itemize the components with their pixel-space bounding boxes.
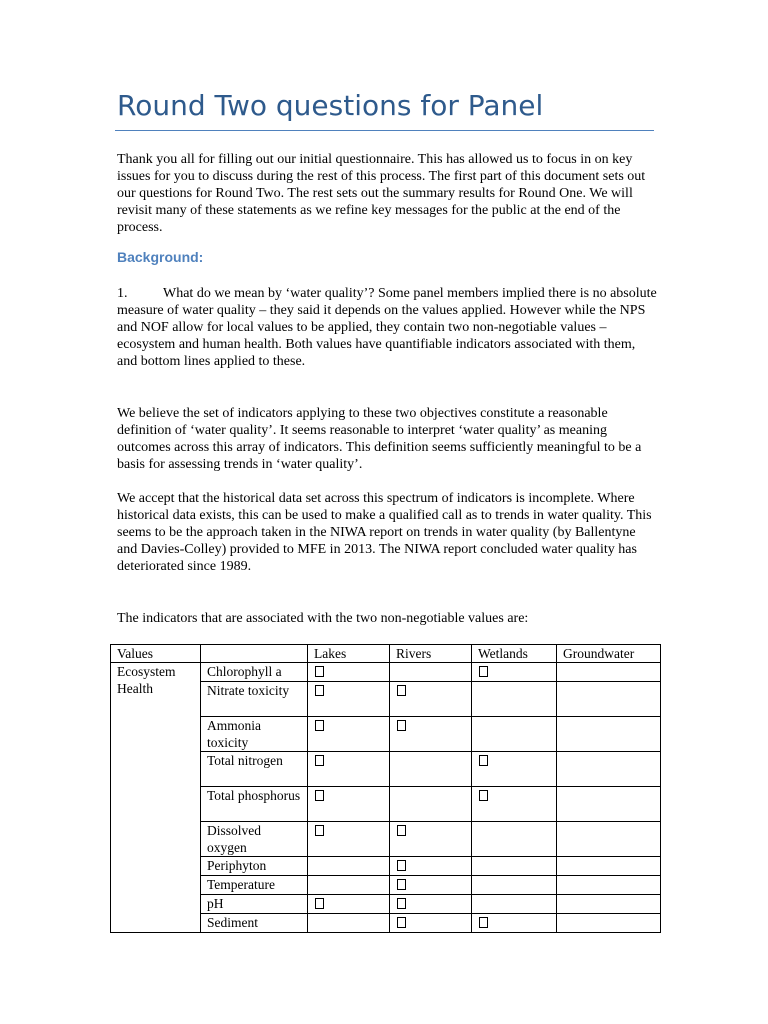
table-cell-wetlands — [472, 682, 557, 717]
table-cell-lakes — [308, 752, 390, 787]
checkbox-icon — [315, 898, 324, 909]
table-cell-rivers — [390, 663, 472, 682]
table-cell-groundwater — [557, 895, 661, 914]
table-row — [111, 663, 661, 682]
checkbox-icon — [315, 790, 324, 801]
table-cell-wetlands — [472, 895, 557, 914]
page-title: Round Two questions for Panel — [117, 89, 544, 122]
table-cell-wetlands — [472, 717, 557, 752]
table-cell-groundwater — [557, 787, 661, 822]
checkbox-icon — [397, 879, 406, 890]
indicator-cell: Total phosphorus — [201, 787, 308, 822]
indicator-cell: Nitrate toxicity — [201, 682, 308, 717]
table-cell-rivers — [390, 822, 472, 857]
indicator-cell: Chlorophyll a — [201, 663, 308, 682]
table-cell-lakes — [308, 682, 390, 717]
checkbox-icon — [397, 860, 406, 871]
table-header-cell: Wetlands — [472, 645, 557, 663]
checkbox-icon — [479, 755, 488, 766]
table-cell-groundwater — [557, 914, 661, 933]
table-cell-wetlands — [472, 663, 557, 682]
indicators-table — [110, 644, 661, 933]
checkbox-icon — [315, 720, 324, 731]
table-header-cell: Groundwater — [557, 645, 661, 663]
title-underline — [115, 130, 654, 131]
checkbox-icon — [315, 666, 324, 677]
table-cell-wetlands — [472, 914, 557, 933]
table-cell-groundwater — [557, 752, 661, 787]
table-cell-rivers — [390, 857, 472, 876]
intro-paragraph: Thank you all for filling out our initial questionnaire. This has allowed us to focus in on key issues for you to discuss during the rest of this process. The first part of this document sets out our questions for Round Two. The rest sets out the summary results for Round One. We will revisit many of these statements as we refine key messages for the public at the end of the process. — [117, 152, 646, 236]
table-header-cell: Values — [111, 645, 201, 663]
table-cell-wetlands — [472, 822, 557, 857]
indicator-cell: Sediment — [201, 914, 308, 933]
historical-data-paragraph: We accept that the historical data set across this spectrum of indicators is incomplete. Where historical data exists, this can be used to make a qualified call as to trends in water quality. This seems to be the approach taken in the NIWA report on trends in water quality (by Ballentyne and Davies-Colley) provided to MFE in 2013. The NIWA report concluded water quality has deteriorated since 1989. — [117, 491, 652, 575]
item-1-number: 1. — [117, 286, 128, 301]
table-cell-lakes — [308, 787, 390, 822]
indicator-cell: Ammonia toxicity — [201, 717, 308, 752]
checkbox-icon — [315, 755, 324, 766]
table-cell-lakes — [308, 717, 390, 752]
table-cell-groundwater — [557, 682, 661, 717]
table-cell-wetlands — [472, 752, 557, 787]
background-heading: Background: — [117, 249, 204, 265]
table-cell-groundwater — [557, 857, 661, 876]
table-cell-groundwater — [557, 876, 661, 895]
table-cell-lakes — [308, 876, 390, 895]
indicator-cell: Dissolved oxygen — [201, 822, 308, 857]
table-cell-groundwater — [557, 717, 661, 752]
table-cell-wetlands — [472, 787, 557, 822]
indicator-cell: pH — [201, 895, 308, 914]
table-cell-lakes — [308, 857, 390, 876]
indicator-cell: Total nitrogen — [201, 752, 308, 787]
table-cell-lakes — [308, 914, 390, 933]
table-header-cell: Rivers — [390, 645, 472, 663]
checkbox-icon — [397, 917, 406, 928]
indicators-intro-paragraph: The indicators that are associated with the two non-negotiable values are: — [117, 611, 529, 626]
table-header-cell — [201, 645, 308, 663]
checkbox-icon — [397, 898, 406, 909]
item-1-text: What do we mean by ‘water quality’? Some panel members implied there is no absolute measure of water quality – they said it depends on the values applied. However while the NPS and NOF allow for local values to be applied, they contain two non-negotiable values – ecosystem and human health. Both values have quantifiable indicators associated with them, and bottom lines applied to these. — [117, 286, 657, 370]
indicator-cell: Temperature — [201, 876, 308, 895]
indicator-cell: Periphyton — [201, 857, 308, 876]
table-cell-groundwater — [557, 822, 661, 857]
table-cell-lakes — [308, 663, 390, 682]
table-cell-rivers — [390, 717, 472, 752]
table-header-cell: Lakes — [308, 645, 390, 663]
checkbox-icon — [397, 720, 406, 731]
table-cell-rivers — [390, 914, 472, 933]
table-cell-rivers — [390, 682, 472, 717]
definition-paragraph: We believe the set of indicators applying to these two objectives constitute a reasonable definition of ‘water quality’. It seems reasonable to interpret ‘water quality’ as meaning outcomes across this array of indicators. This definition seems sufficiently meaningful to be a basis for assessing trends in ‘water quality’. — [117, 406, 642, 473]
value-group-cell: Ecosystem Health — [111, 663, 201, 933]
table-cell-wetlands — [472, 876, 557, 895]
table-cell-wetlands — [472, 857, 557, 876]
checkbox-icon — [315, 825, 324, 836]
item-1-paragraph — [117, 285, 657, 370]
checkbox-icon — [397, 685, 406, 696]
table-cell-groundwater — [557, 663, 661, 682]
table-cell-rivers — [390, 876, 472, 895]
table-cell-rivers — [390, 895, 472, 914]
table-header-row — [111, 645, 661, 663]
checkbox-icon — [479, 917, 488, 928]
checkbox-icon — [397, 825, 406, 836]
table-cell-rivers — [390, 787, 472, 822]
checkbox-icon — [479, 790, 488, 801]
checkbox-icon — [479, 666, 488, 677]
table-cell-rivers — [390, 752, 472, 787]
table-cell-lakes — [308, 822, 390, 857]
table-cell-lakes — [308, 895, 390, 914]
checkbox-icon — [315, 685, 324, 696]
